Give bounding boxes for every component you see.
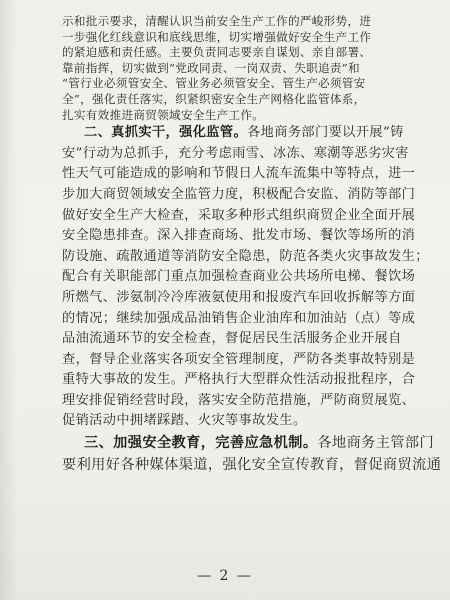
section-3-first-line-text: 各地商务主管部门 [317,435,435,452]
section-2 [62,123,429,432]
body-line: “管行业必须管安全、管业务必须管安全、管生产必须管安 [62,76,366,91]
body-line: 安”行动为总抓手，充分考虑雨雪、冰冻、寒潮等恶劣灾害 [62,145,409,161]
body-line: 安全隐患排查。深入排查商场、批发市场、餐饮等场所的消 [62,228,416,244]
section-3-first-line [62,432,435,454]
body-line: 一步强化红线意识和底线思维，切实增强做好安全生产工作 [62,29,372,44]
body-line: 理安排促销经营时段，落实安全防范措施，严防商贸展览、 [62,392,416,408]
section-1-continuation [62,14,420,123]
body-line: 查，督导企业落实各项安全管理制度，严防各类事故特别是 [62,351,416,367]
page-edge-shadow [0,0,18,600]
body-line: 步加大商贸领域安全监管力度，积极配合安监、消防等部门 [62,186,416,202]
body-line: 促销活动中拥堵踩踏、火灾等事故发生。 [62,413,307,429]
body-line: 防设施、疏散通道等消防安全隐患，防范各类火灾事故发生； [62,248,429,264]
page-number: — 2 — [197,568,253,584]
section-2-first-line [62,123,420,144]
body-line: 所燃气、涉氨制冷冷库液氨使用和报废汽车回收拆解等方面 [62,289,416,305]
body-line: 的紧迫感和责任感。主要负责同志要亲自谋划、亲自部署、 [62,45,372,60]
section-3 [62,432,442,476]
body-line: 全”，强化责任落实，织紧织密安全生产网格化监管体系， [62,91,366,106]
body-line: 性天气可能造成的影响和节假日人流车流集中等特点，进一 [62,166,416,182]
section-3-heading: 三、加强安全教育，完善应急机制。 [84,435,318,452]
body-line: 示和批示要求，清醒认识当前安全生产工作的严峻形势，进 [62,14,372,28]
section-2-heading: 二、真抓实干，强化监管。 [84,125,248,141]
document-body [62,14,442,476]
body-line: 做好安全生产大检查，采取多种形式组织商贸企业全面开展 [62,207,416,223]
body-line: 的情况；继续加强成品油销售企业油库和加油站（点）等成 [62,310,416,326]
body-line: 配合有关职能部门重点加强检查商业公共场所电梯、餐饮场 [62,269,416,285]
section-2-first-line-text: 各地商务部门要以开展“铸 [247,125,404,141]
body-line: 品油流通环节的安全检查，督促居民生活服务企业开展自 [62,331,402,347]
body-line: 要利用好各种媒体渠道，强化安全宣传教育，督促商贸流通 [62,457,442,474]
body-line: 靠前指挥，切实做到“党政同责、一岗双责、失职追责”和 [62,60,360,75]
body-line: 扎实有效推进商贸领域安全生产工作。 [62,107,265,122]
body-line: 重特大事故的发生。严格执行大型群众性活动报批程序，合 [62,372,416,388]
